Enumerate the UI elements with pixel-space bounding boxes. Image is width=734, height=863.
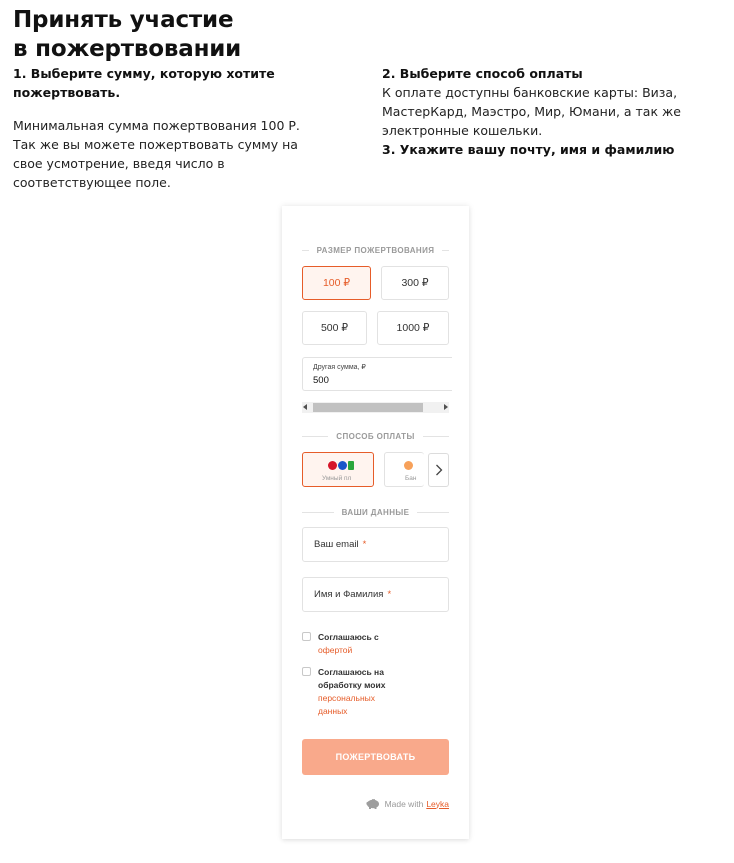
scrollbar-thumb[interactable] bbox=[313, 403, 423, 412]
page-title-line-2: в пожертвовании bbox=[13, 36, 242, 62]
horizontal-scrollbar[interactable] bbox=[302, 402, 449, 413]
name-field[interactable] bbox=[302, 577, 449, 612]
email-field[interactable] bbox=[302, 527, 449, 562]
step-2-text: К оплате доступны банковские карты: Виза, МастерКард, Маэстро, Мир, Юмани, а так же электронные кошельки. bbox=[382, 85, 681, 138]
consent-offer-row bbox=[302, 631, 422, 657]
payment-next-button[interactable] bbox=[428, 453, 449, 487]
step-2-title: 2. Выберите способ оплаты bbox=[382, 66, 583, 81]
payment-section-header bbox=[302, 430, 449, 442]
consent-offer-checkbox[interactable] bbox=[302, 632, 311, 641]
email-placeholder: Ваш email bbox=[314, 539, 359, 550]
consent-data-label bbox=[318, 666, 398, 718]
donate-button[interactable]: ПОЖЕРТВОВАТЬ bbox=[302, 739, 449, 775]
required-mark: * bbox=[362, 539, 367, 550]
custom-amount-label: Другая сумма, ₽ bbox=[313, 364, 366, 371]
made-with-text: Made with bbox=[384, 798, 424, 809]
divider bbox=[423, 436, 449, 437]
payment-method-name: Умный пл bbox=[322, 475, 352, 482]
payment-method-smart[interactable] bbox=[302, 452, 374, 487]
step-2-3-column bbox=[382, 64, 722, 159]
payment-logo-icon bbox=[404, 461, 413, 470]
consent-data-checkbox[interactable] bbox=[302, 667, 311, 676]
scroll-left-icon[interactable] bbox=[303, 404, 307, 410]
consent-offer-label bbox=[318, 631, 379, 657]
piggy-bank-icon bbox=[365, 798, 381, 809]
step-3-title: 3. Укажите вашу почту, имя и фамилию bbox=[382, 142, 675, 157]
consent-offer-link[interactable]: офертой bbox=[318, 645, 353, 655]
step-1-column bbox=[13, 64, 313, 192]
leyka-link[interactable]: Leyka bbox=[426, 798, 449, 809]
personal-section-header bbox=[302, 506, 449, 518]
divider bbox=[442, 250, 449, 251]
divider bbox=[302, 250, 309, 251]
step-1-title: 1. Выберите сумму, которую хотите пожертвовать. bbox=[13, 66, 275, 100]
required-mark: * bbox=[387, 589, 392, 600]
personal-section-title: ВАШИ ДАННЫЕ bbox=[341, 507, 410, 517]
custom-amount-input[interactable] bbox=[302, 357, 452, 391]
amount-option-300[interactable]: 300 ₽ bbox=[381, 266, 449, 300]
payment-section-title: СПОСОБ ОПЛАТЫ bbox=[336, 431, 415, 441]
divider bbox=[302, 512, 334, 513]
donation-form bbox=[282, 206, 469, 839]
step-1-text: Минимальная сумма пожертвования 100 Р. Так же вы можете пожертвовать сумму на свое усмотрение, введя число в соответствующее поле. bbox=[13, 118, 300, 190]
payment-logo-icon bbox=[328, 461, 354, 470]
payment-method-bank[interactable] bbox=[384, 452, 424, 487]
made-with-leyka bbox=[365, 798, 449, 809]
amount-section-header bbox=[302, 244, 449, 256]
scroll-right-icon[interactable] bbox=[444, 404, 448, 410]
chevron-right-icon bbox=[435, 464, 443, 476]
payment-method-name: Бан bbox=[405, 475, 417, 482]
divider bbox=[302, 436, 328, 437]
amount-option-1000[interactable]: 1000 ₽ bbox=[377, 311, 449, 345]
amount-option-100[interactable]: 100 ₽ bbox=[302, 266, 371, 300]
consent-data-link[interactable]: персональных данных bbox=[318, 693, 375, 716]
consent-data-row bbox=[302, 666, 422, 718]
custom-amount-value: 500 bbox=[313, 375, 329, 386]
name-placeholder: Имя и Фамилия bbox=[314, 589, 384, 600]
divider bbox=[417, 512, 449, 513]
page-title bbox=[13, 6, 241, 64]
amount-section-title: РАЗМЕР ПОЖЕРТВОВАНИЯ bbox=[316, 245, 435, 255]
consent-offer-text: Соглашаюсь с bbox=[318, 632, 379, 642]
consent-data-text: Соглашаюсь на обработку моих bbox=[318, 667, 386, 690]
amount-option-500[interactable]: 500 ₽ bbox=[302, 311, 367, 345]
page-title-line-1: Принять участие bbox=[13, 7, 234, 33]
